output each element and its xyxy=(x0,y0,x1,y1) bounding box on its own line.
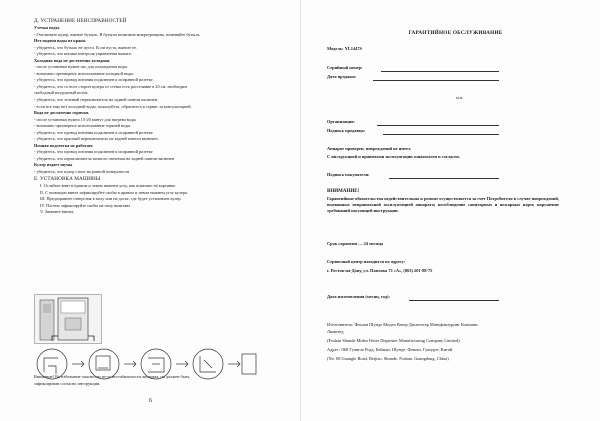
seller-signature-label: Подпись продавца: xyxy=(327,128,366,133)
installation-warning xyxy=(34,374,189,387)
installation-step: II. С помощью винта зафиксируйте скобы в правом и левом нижнем углу кулера. xyxy=(40,189,189,195)
remedy-line: - возможно чрезмерное использование холодной воды. xyxy=(34,70,135,76)
warranty-title: ГАРАНТИЙНОЕ ОБСЛУЖИВАНИЕ xyxy=(408,30,503,36)
manufacturer-line-4: Адрес: Л68 Гуангле Роуд, Бейжяо, Шунде, Фошан, Гуандун, Китай xyxy=(327,347,453,352)
installation-title: Е. УСТАНОВКА МАШИНЫ xyxy=(34,176,101,183)
installation-step: III. Предохраните отверстия в полу или на доске, где будет установлен кулер. xyxy=(40,196,182,202)
problem-heading: Утечка воды. xyxy=(34,25,61,30)
remedy-line: - убедитесь, что провод питания подключен к исправной розетке xyxy=(34,149,153,155)
remedy-line: - если все еще нет холодной воды, пожалуйста, обратитесь в сервис за консультацией. xyxy=(34,103,192,109)
installation-steps xyxy=(34,183,292,216)
remedy-line: - убедитесь, что переключатель ночного свечения на задней панели включен xyxy=(34,155,175,161)
installation-step: IV. Плотно зафиксируйте скобы на полу винтами. xyxy=(40,202,131,208)
buyer-signature-field[interactable] xyxy=(389,178,499,179)
warranty-period: Срок гарантии — 24 месяца xyxy=(327,241,384,246)
service-center-line-1: Сервисный центр находится по адресу: xyxy=(327,259,406,264)
serial-number-label: Серийный номер: xyxy=(327,65,363,70)
remedy-line: - убедитесь, что кнопка контроля управления нажата. xyxy=(34,51,132,57)
remedy-line: - убедитесь, что красный переключатель на задней панели включен. xyxy=(34,136,159,142)
remedy-line: - после установки нужен час для охлаждения воды. xyxy=(34,64,129,70)
organization-field[interactable] xyxy=(377,125,499,126)
remedy-line: - убедитесь, что бутыль не пуста. Если пуста, выньте ее. xyxy=(34,44,138,50)
cooler-bracket-illustration xyxy=(34,294,102,344)
attention-title: ВНИМАНИЕ! xyxy=(327,189,360,194)
seller-signature-field[interactable] xyxy=(383,134,499,135)
remedy-line: - после установки нужно 15-20 минут для нагрева воды xyxy=(34,116,136,122)
serial-number-field[interactable] xyxy=(381,71,499,72)
problem-heading: Кулер издает шумы xyxy=(34,162,73,168)
warning-line: Внимание! Во избежание опасности из-за нестабильности аппарата, он должен быть xyxy=(34,374,190,379)
remedy-line: - Отключите кулер, выньте бутыль. В бутыли возможна микротрещина, поменяйте бутыль. xyxy=(34,31,201,37)
manufacturer-line-2: Лимитед xyxy=(327,329,344,334)
remedy-line: - убедитесь, что провод питания подключен к исправной розетке. xyxy=(34,77,154,83)
troubleshooting-title: Д. УСТРАНЕНИЕ НЕИСПРАВНОСТЕЙ xyxy=(34,18,127,24)
manufacturer-line-3: (Foshan Shunde Midea Water Dispenser Manufacturing Company Limited) xyxy=(327,338,460,343)
remedy-line: - возможно чрезмерное использование горячей воды. xyxy=(34,123,132,129)
remedy-line: - убедитесь, что со всех сторон кулера от стены есть расстояние в 20 см, необходим xyxy=(34,83,188,89)
warning-line: зафиксирован согласно инструкции. xyxy=(34,380,101,386)
manufacturer-line-5: (No. 68 Guangle Road, Beijiao, Shunde, Foshan, Guangdong, China) xyxy=(327,356,449,361)
manufacturer-line-1: Изготовитель: Фошан Шунде Мидеа Ватер Диспенсер Мануфактуринг Компани xyxy=(327,322,478,327)
buyer-signature-label: Подпись покупателя: xyxy=(327,172,370,177)
page-number: 6 xyxy=(149,398,152,404)
service-center-line-2: г. Ростов-на-Дону, ул. Павлова 73 «А», (863) 201-88-75 xyxy=(327,268,433,273)
remedy-line: - убедитесь, что кулер стоит на ровной поверхности xyxy=(34,169,130,175)
right-page xyxy=(300,0,600,421)
remedy-line: - убедитесь, что провод питания подключен к исправной розетке xyxy=(34,129,153,135)
problem-heading: Ночная подсветка не работает xyxy=(34,142,93,148)
sale-date-field[interactable] xyxy=(373,80,499,81)
acceptance-line-2: С инструкцией и правилами эксплуатации ознакомлен и согласен. xyxy=(327,154,460,159)
remedy-line: свободный воздушный поток. xyxy=(34,90,89,96)
problem-heading: Холодная вода не достаточно холодная. xyxy=(34,57,111,63)
installation-step: I. Ослабьте винт в правом и левом нижнем углу, как показано на картинке. xyxy=(40,183,177,189)
organization-label: Организация: xyxy=(327,119,355,124)
stamp-place: м.п. xyxy=(456,95,464,100)
problem-heading: Вода не достаточно горячая. xyxy=(34,110,90,116)
manufacture-date-field[interactable] xyxy=(409,300,499,301)
problem-heading: Нет подачи воды из крана. xyxy=(34,38,86,44)
acceptance-line-1: Аппарат проверен, повреждений не имеет. xyxy=(327,146,412,151)
attention-text: Гарантийные обязательства недействительны и ремонт осуществляется за счет Потребителя в случае повреждений, вызванных неправильной эксплуатацией аппарата; несоблюдение санитарных и пожарных норм; нарушение требований настоящей инструкции. xyxy=(327,196,559,214)
model-label: Модель: YL1447S xyxy=(327,46,362,51)
remedy-line: - убедитесь, что зеленый переключатель на задней панели включен. xyxy=(34,97,159,103)
manufacture-date-label: Дата изготовления (месяц, год): xyxy=(327,294,390,299)
installation-step: V. Затяните винты. xyxy=(40,209,75,215)
troubleshooting-list xyxy=(34,25,292,176)
sale-date-label: Дата продажи: xyxy=(327,74,357,79)
